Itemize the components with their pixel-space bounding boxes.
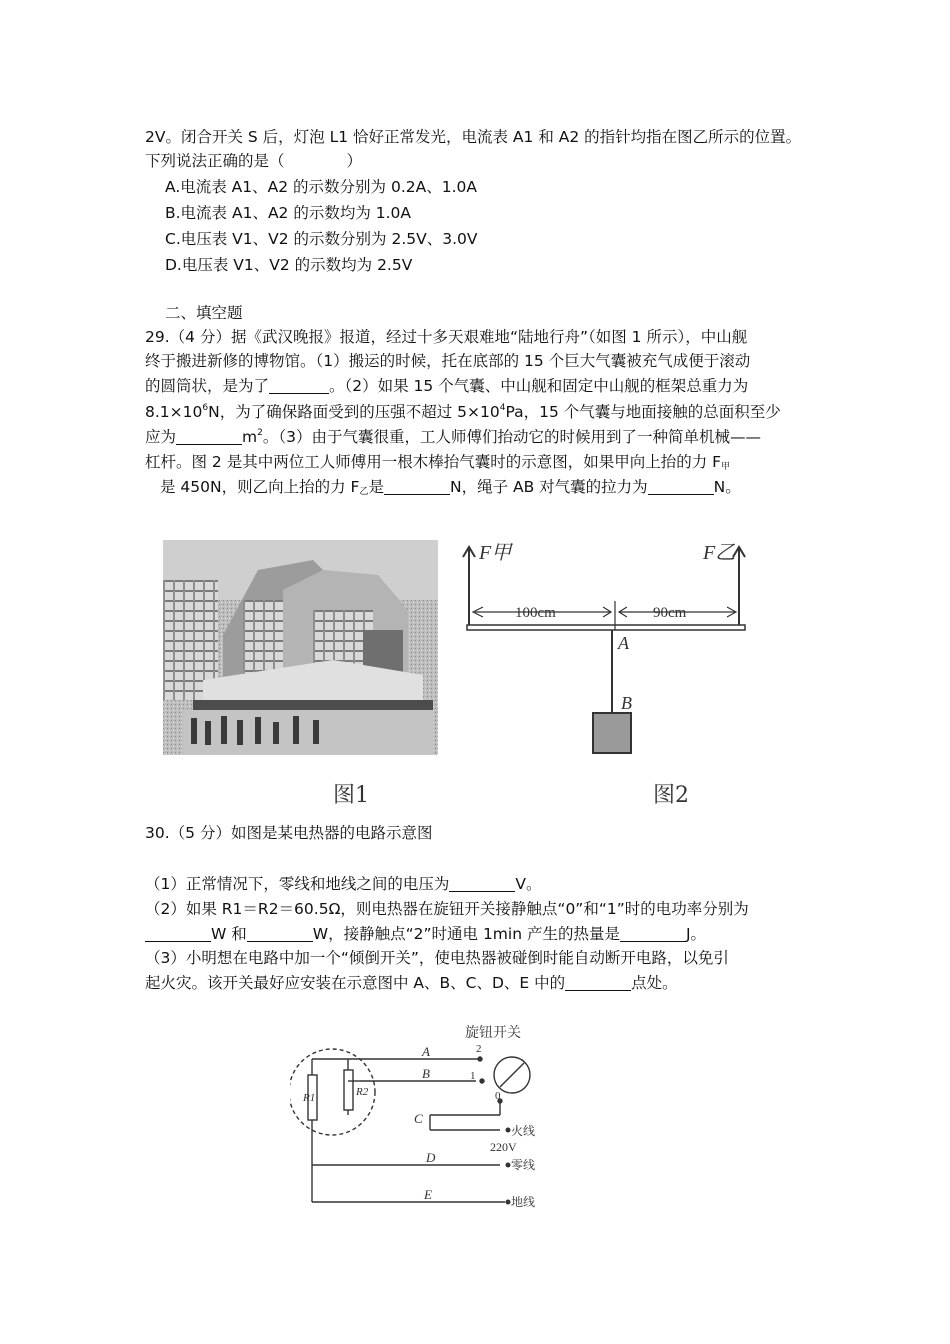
r1-label: R1 [303, 1092, 316, 1104]
q28-option-d: D.电压表 V1、V2 的示数均为 2.5V [165, 256, 413, 274]
q30-part1 [145, 872, 541, 896]
live-wire-label: 火线 [511, 1124, 536, 1138]
q29-line7-text-b: 是 [368, 478, 384, 496]
q30-part1-text-a: （1）正常情况下，零线和地线之间的电压为 [145, 875, 450, 893]
q29-line5 [145, 425, 761, 449]
figure3-circuit-diagram [290, 1015, 560, 1215]
q29-line4-text-c: Pa，15 个气囊与地面接触的总面积至少 [505, 403, 781, 421]
q30-part2-line2 [145, 922, 706, 946]
q30-part3-line2 [145, 971, 678, 995]
exponent: 4 [499, 403, 506, 413]
q29-line2: 终于搬进新修的博物馆。（1）搬运的时候，托在底部的 15 个巨大气囊被充气成便于滚动 [145, 352, 751, 370]
figure1-caption: 图1 [333, 783, 369, 808]
q29-line1: 29.（4 分）据《武汉晚报》报道，经过十多天艰难地“陆地行舟”（如图 1 所示），中山舰 [145, 328, 748, 346]
answer-blank-30-1[interactable] [449, 875, 515, 892]
ground-wire-label: 地线 [511, 1195, 536, 1209]
q29-line3 [145, 374, 748, 398]
unit: m [242, 428, 258, 446]
point-e-label: E [424, 1187, 432, 1202]
answer-blank-30-2[interactable] [145, 925, 211, 942]
q29-line7-text-d: N。 [713, 478, 741, 496]
point-d-label: D [426, 1150, 436, 1165]
neutral-wire-label: 零线 [511, 1158, 536, 1172]
q29-line7-text-c: N，绳子 AB 对气囊的拉力为 [449, 478, 648, 496]
figure2-caption: 图2 [653, 783, 689, 808]
point-c-label: C [414, 1111, 423, 1126]
point-a-label: A [422, 1044, 430, 1059]
q28-option-c: C.电压表 V1、V2 的示数分别为 2.5V、3.0V [165, 230, 478, 248]
contact-2: 2 [476, 1043, 482, 1055]
q28-line2: 下列说法正确的是（ ） [145, 152, 363, 170]
subscript: 乙 [359, 487, 369, 497]
q30-part3-text-c: 点处。 [631, 974, 678, 992]
section-heading: 二、填空题 [165, 304, 243, 322]
q28-option-a: A.电流表 A1、A2 的示数分别为 0.2A、1.0A [165, 178, 477, 196]
force-label-right: F乙 [703, 542, 736, 564]
q30-part2-text-b: W 和 [211, 925, 247, 943]
exponent: 2 [257, 428, 263, 438]
voltage-label: 220V [490, 1140, 517, 1154]
q29-line3-text-a: 的圆筒状，是为了 [145, 377, 270, 395]
contact-1: 1 [470, 1070, 476, 1082]
q30-part2-line1: （2）如果 R1＝R2＝60.5Ω，则电热器在旋钮开关接静触点“0”和“1”时的电功率分别为 [145, 900, 749, 918]
answer-blank-29-2[interactable] [176, 428, 242, 445]
q30-title: 30.（5 分）如图是某电热器的电路示意图 [145, 824, 433, 842]
point-b-label: B [621, 693, 632, 713]
resistor-r2 [344, 1070, 353, 1110]
answer-blank-30-3[interactable] [247, 925, 313, 942]
answer-blank-30-4[interactable] [620, 925, 686, 942]
air-bag-block [593, 713, 631, 753]
q29-line7 [160, 475, 741, 499]
contact-0: 0 [495, 1090, 501, 1102]
exponent: 6 [202, 403, 209, 413]
q29-line5-text-c: 。（3）由于气囊很重，工人师傅们抬动它的时候用到了一种简单机械—— [262, 428, 761, 446]
q29-line5-text-a: 应为 [145, 428, 177, 446]
answer-blank-29-4[interactable] [648, 478, 714, 495]
q30-part1-text-b: V。 [515, 875, 542, 893]
figure1-photo [163, 540, 438, 755]
point-b-label: B [422, 1066, 430, 1081]
answer-blank-30-5[interactable] [565, 974, 631, 991]
answer-blank-29-1[interactable] [269, 377, 329, 394]
q29-line6 [145, 450, 730, 474]
q28-option-b: B.电流表 A1、A2 的示数均为 1.0A [165, 204, 412, 222]
q29-line6-text-a: 杠杆。图 2 是其中两位工人师傅用一根木棒抬气囊时的示意图，如果甲向上抬的力 F [145, 453, 722, 471]
figure2-lever-diagram [455, 535, 765, 770]
q30-part3-text-b: 起火灾。该开关最好应安装在示意图中 A、B、C、D、E 中的 [145, 974, 566, 992]
q28-line1: 2V。闭合开关 S 后，灯泡 L1 恰好正常发光，电流表 A1 和 A2 的指针均指在图乙所示的位置。 [145, 128, 802, 146]
force-label-left: F甲 [479, 542, 512, 564]
q29-line4-text-a: 8.1×10 [145, 403, 203, 421]
r2-label: R2 [356, 1086, 369, 1098]
q30-part3-line1: （3）小明想在电路中加一个“倾倒开关”，使电热器被碰倒时能自动断开电路，以免引 [145, 949, 729, 967]
dimension-left: 100cm [515, 605, 556, 621]
answer-blank-29-3[interactable] [384, 478, 450, 495]
q29-line4-text-b: N，为了确保路面受到的压强不超过 5×10 [208, 403, 500, 421]
q29-line4 [145, 400, 781, 424]
subscript: 甲 [721, 462, 731, 472]
q30-part2-text-c: W，接静触点“2”时通电 1min 产生的热量是 [312, 925, 620, 943]
dimension-right: 90cm [653, 605, 687, 621]
q29-line7-text-a: 是 450N，则乙向上抬的力 F [160, 478, 360, 496]
q30-part2-text-d: J。 [685, 925, 707, 943]
q29-line3-text-b: 。（2）如果 15 个气囊、中山舰和固定中山舰的框架总重力为 [329, 377, 749, 395]
switch-label: 旋钮开关 [465, 1026, 521, 1041]
wooden-pole [467, 625, 745, 630]
point-a-label: A [618, 633, 629, 653]
